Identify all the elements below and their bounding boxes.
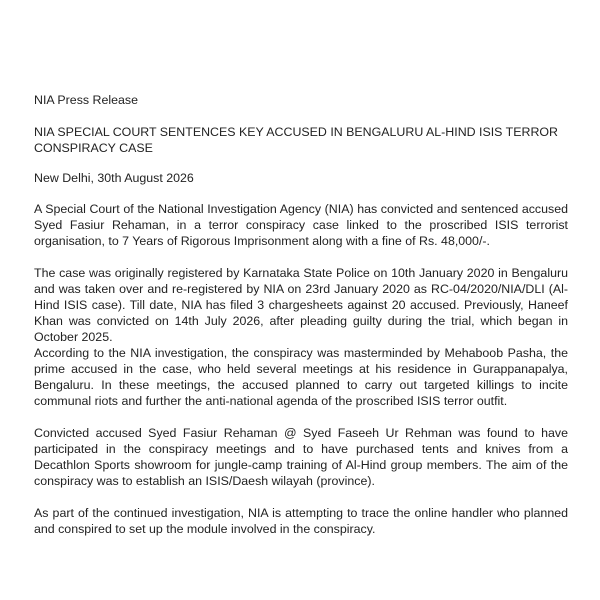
press-release-document — [34, 92, 568, 537]
paragraph-case-history: The case was originally registered by Karnataka State Police on 10th January 2020 in Bengaluru and was taken over and re-registered by NIA on 23rd January 2020 as RC-04/2020/NIA/DLI (Al-Hind ISIS case). Till date, NIA has filed 3 chargesheets against 20 accused. Previously, Haneef Khan was convicted on 14th July 2026, after pleading guilty during the trial, which began in October 2025. — [34, 266, 568, 344]
paragraph-conviction: A Special Court of the National Investigation Agency (NIA) has convicted and sentenced accused Syed Fasiur Rehaman, in a terror conspiracy case linked to the proscribed ISIS terrorist organisation, to 7 Years of Rigorous Imprisonment along with a fine of Rs. 48,000/-. — [34, 202, 568, 248]
paragraph-continued-investigation: As part of the continued investigation, NIA is attempting to trace the online handler who planned and conspired to set up the module involved in the conspiracy. — [34, 506, 568, 536]
paragraph-convicted-accused: Convicted accused Syed Fasiur Rehaman @ Syed Faseeh Ur Rehman was found to have participated in the conspiracy meetings and to have purchased tents and knives from a Decathlon Sports showroom for jungle-camp training of Al-Hind group members. The aim of the conspiracy was to establish an ISIS/Daesh wilayah (province). — [34, 426, 568, 488]
document-title: NIA SPECIAL COURT SENTENCES KEY ACCUSED IN BENGALURU AL-HIND ISIS TERROR CONSPIRACY CASE — [34, 125, 558, 155]
paragraph-investigation: According to the NIA investigation, the conspiracy was masterminded by Mehaboob Pasha, the prime accused in the case, who held several meetings at his residence in Gurappanapalya, Bengaluru. In these meetings, the accused planned to carry out targeted killings to incite communal riots and further the anti-national agenda of the proscribed ISIS terror outfit. — [34, 346, 568, 408]
dateline: New Delhi, 30th August 2026 — [34, 171, 194, 185]
document-header: NIA Press Release — [34, 93, 138, 107]
